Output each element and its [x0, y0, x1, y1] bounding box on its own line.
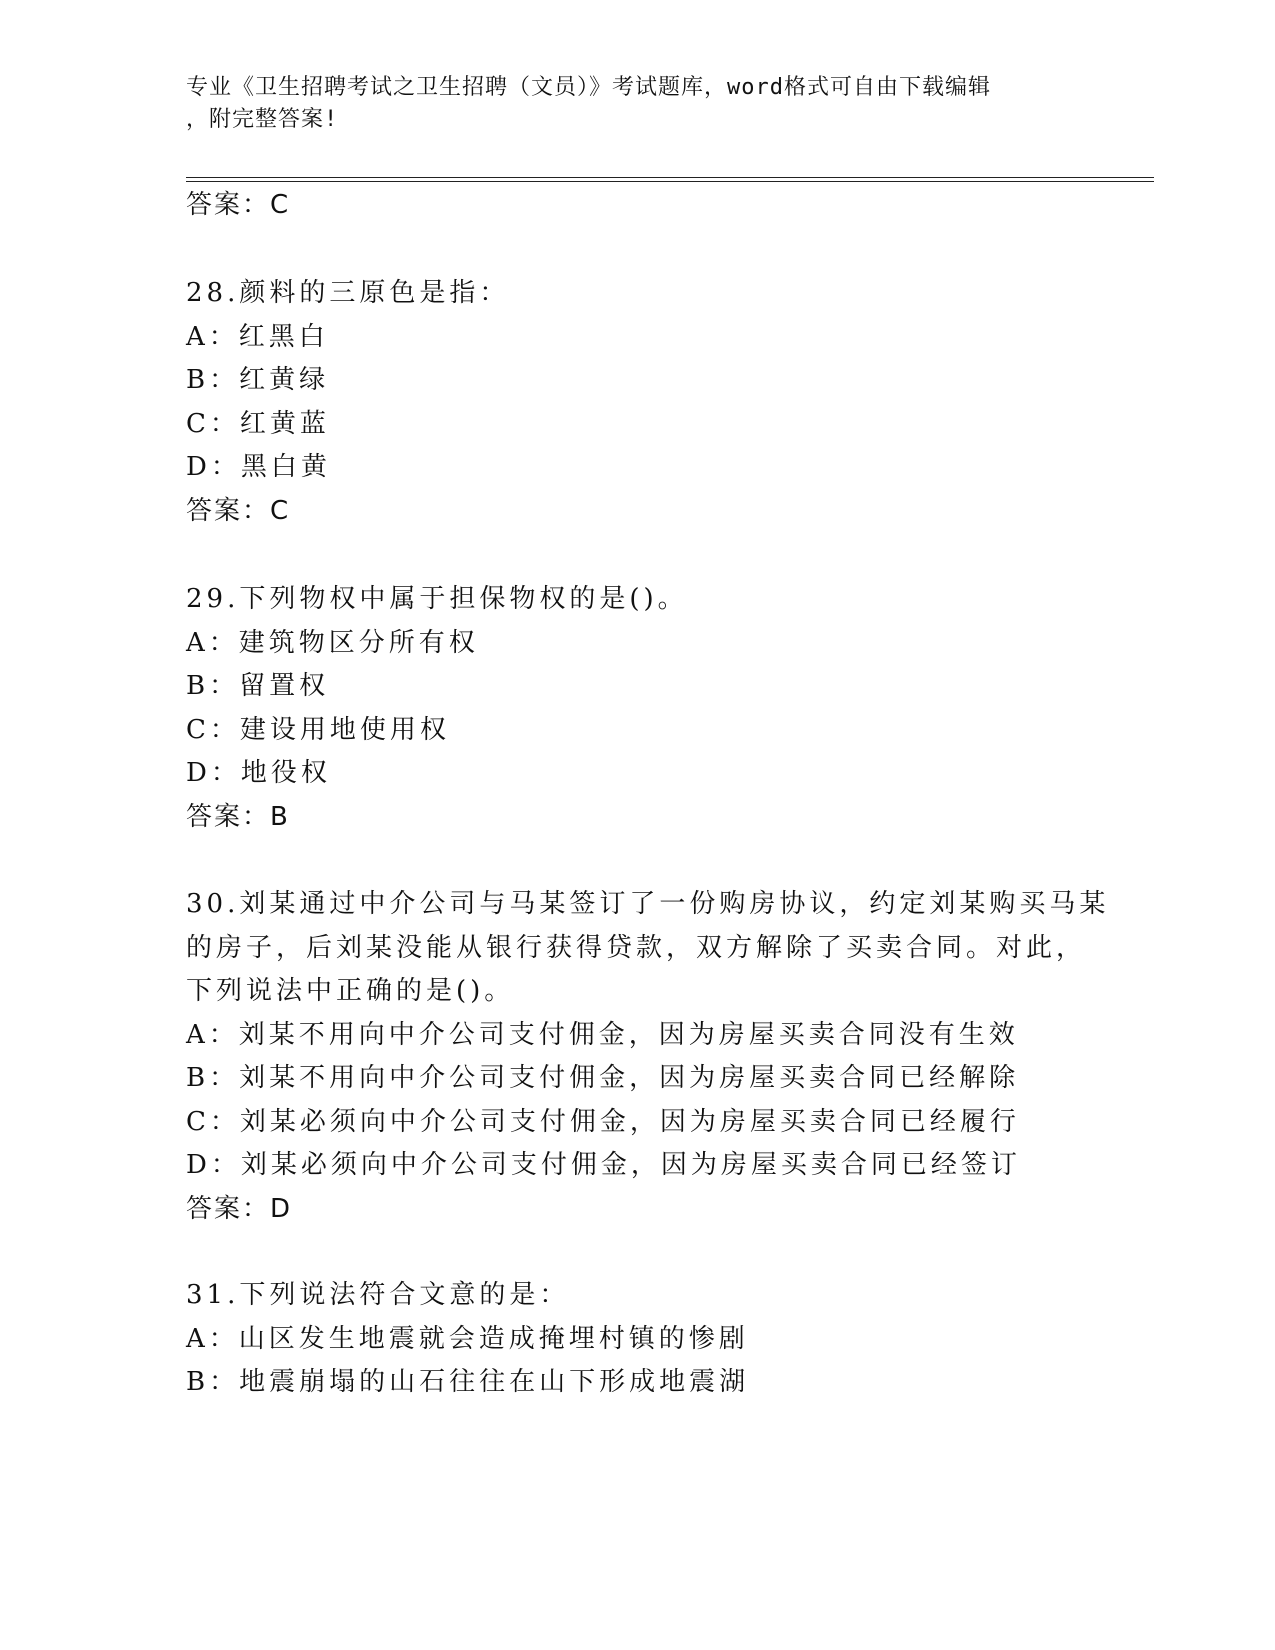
header-line-2: ，附完整答案!	[186, 107, 339, 132]
answer-key: 答案：B	[186, 801, 290, 832]
answer-option: D：刘某必须向中介公司支付佣金，因为房屋买卖合同已经签订	[186, 1150, 1021, 1180]
answer-option: A：红黑白	[186, 321, 329, 352]
header-line-1: 专业《卫生招聘考试之卫生招聘（文员）》考试题库，word格式可自由下载编辑	[186, 75, 991, 100]
question-stem: 下列说法中正确的是()。	[186, 976, 515, 1006]
answer-option: C：建设用地使用权	[186, 714, 450, 745]
answer-option: B：留置权	[186, 671, 330, 701]
answer-option: A：建筑物区分所有权	[186, 627, 479, 658]
answer-option: A：刘某不用向中介公司支付佣金，因为房屋买卖合同没有生效	[186, 1019, 1019, 1050]
answer-option: B：刘某不用向中介公司支付佣金，因为房屋买卖合同已经解除	[186, 1063, 1020, 1093]
answer-key: 答案：D	[186, 1193, 293, 1224]
header-divider	[186, 177, 1154, 182]
answer-option: B：红黄绿	[186, 365, 330, 395]
question-stem: 29.下列物权中属于担保物权的是()。	[186, 584, 688, 614]
answer-option: B：地震崩塌的山石往往在山下形成地震湖	[186, 1367, 750, 1397]
question-stem: 30.刘某通过中介公司与马某签订了一份购房协议，约定刘某购买马某	[186, 889, 1110, 919]
answer-option: A：山区发生地震就会造成掩埋村镇的惨剧	[186, 1323, 749, 1354]
answer-option: C：刘某必须向中介公司支付佣金，因为房屋买卖合同已经履行	[186, 1106, 1020, 1137]
question-stem: 31.下列说法符合文意的是：	[186, 1280, 570, 1310]
document-header	[186, 72, 1086, 136]
question-stem: 28.颜料的三原色是指：	[186, 278, 510, 308]
answer-option: D：地役权	[186, 758, 331, 788]
answer-option: C：红黄蓝	[186, 408, 330, 439]
answer-option: D：黑白黄	[186, 452, 331, 482]
answer-key: 答案：C	[186, 495, 291, 526]
previous-answer: 答案：C	[186, 190, 291, 220]
question-stem: 的房子，后刘某没能从银行获得贷款，双方解除了买卖合同。对此，	[186, 932, 1087, 963]
